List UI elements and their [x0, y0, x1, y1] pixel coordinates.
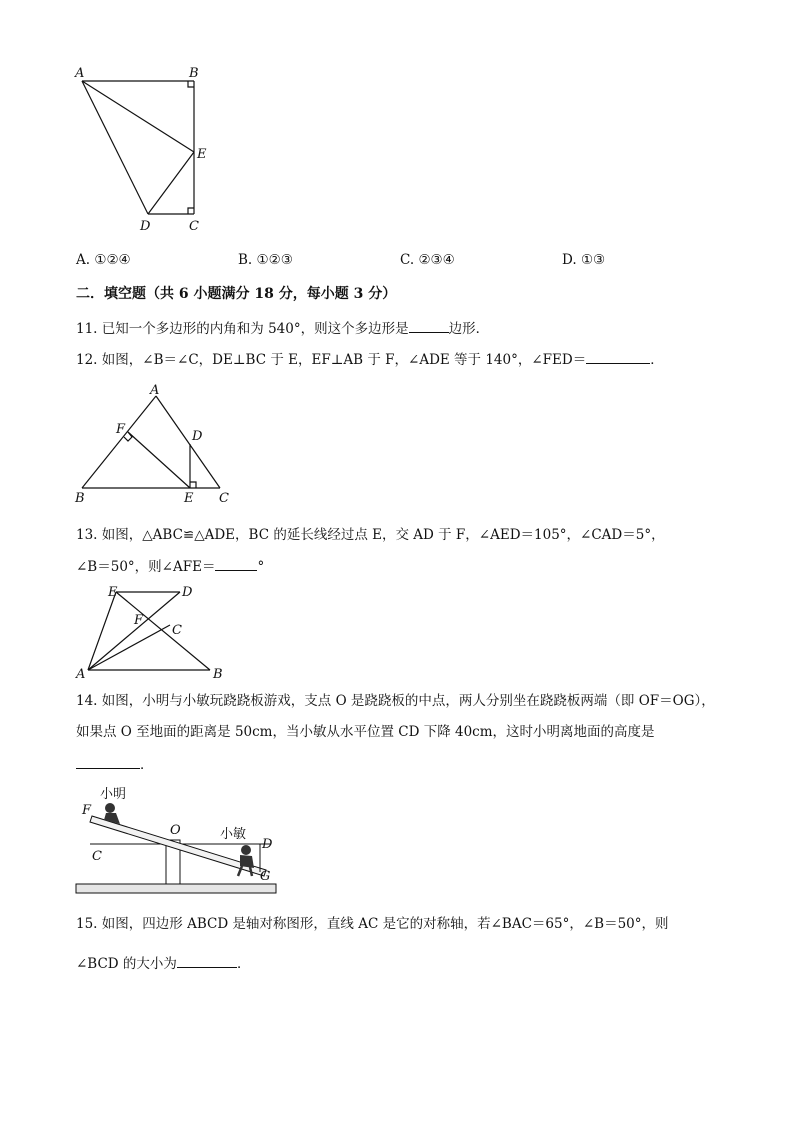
- question-12: [76, 349, 664, 369]
- choice-c-label: C.: [400, 252, 415, 268]
- q13-text-end: °: [257, 559, 265, 575]
- question-14-line3: [76, 754, 154, 774]
- figure-q12: [70, 382, 250, 506]
- label-C: C: [92, 849, 102, 864]
- label-E: E: [197, 147, 207, 162]
- question-14-line2: [76, 723, 655, 741]
- q14-text-line1: 如图，小明与小敏玩跷跷板游戏，支点 O 是跷跷板的中点，两人分别坐在跷跷板两端（即 OF＝OG），: [101, 693, 715, 709]
- label-E: E: [184, 491, 194, 506]
- label-F: F: [134, 613, 144, 628]
- q15-number: 15.: [76, 916, 98, 932]
- q15-text-line2: ∠BCD 的大小为: [76, 956, 177, 972]
- label-xiaomin: 小敏: [220, 827, 247, 842]
- q12-text-end: ．: [650, 352, 664, 368]
- label-B: B: [189, 66, 199, 81]
- choice-d: [562, 251, 605, 269]
- choice-d-label: D.: [562, 252, 577, 268]
- choice-c: [400, 251, 455, 269]
- person-xiaomin-icon: [238, 845, 254, 876]
- label-D: D: [140, 219, 151, 234]
- choice-a: [76, 251, 131, 269]
- question-15-line2: [76, 953, 250, 973]
- q15-text-line1: 如图，四边形 ABCD 是轴对称图形，直线 AC 是它的对称轴，若∠BAC＝65°，∠B＝50°，则: [101, 916, 669, 932]
- q15-text-end: ．: [236, 956, 251, 972]
- question-13-line2: [76, 556, 264, 576]
- q12-blank: [586, 349, 650, 364]
- question-14-line1: [76, 692, 715, 710]
- q11-text: 已知一个多边形的内角和为 540°，则这个多边形是: [101, 321, 409, 337]
- label-A: A: [75, 66, 85, 81]
- choice-c-text: ②③④: [418, 252, 455, 268]
- label-F: F: [82, 803, 92, 818]
- figure-q14: [70, 780, 290, 900]
- choice-b-label: B.: [238, 252, 253, 268]
- q13-text-line2: ∠B＝50°，则∠AFE＝: [76, 559, 216, 575]
- choice-a-label: A.: [76, 252, 91, 268]
- figure-q13: [70, 580, 240, 684]
- q14-number: 14.: [76, 693, 98, 709]
- q14-text-line2: 如果点 O 至地面的距离是 50cm，当小敏从水平位置 CD 下降 40cm，这时小明离地面的高度是: [76, 724, 655, 740]
- question-13-line1: [76, 526, 665, 544]
- section-heading: 二．填空题（共 6 小题满分 18 分，每小题 3 分）: [76, 286, 397, 302]
- label-xiaoming: 小明: [100, 787, 127, 802]
- choice-b-text: ①②③: [256, 252, 293, 268]
- q14-text-end: ．: [140, 757, 154, 773]
- question-11: [76, 318, 489, 338]
- label-G: G: [260, 869, 271, 884]
- label-D: D: [262, 837, 273, 852]
- label-D: D: [182, 585, 193, 600]
- figure-q10: [70, 62, 220, 234]
- q13-number: 13.: [76, 527, 98, 543]
- choice-b: [238, 251, 293, 269]
- q15-blank: [177, 953, 237, 968]
- q13-blank: [215, 556, 257, 571]
- label-B: B: [75, 491, 85, 506]
- label-E: E: [108, 585, 118, 600]
- q11-blank: [409, 318, 449, 333]
- question-15-line1: [76, 915, 669, 933]
- q11-text-end: 边形．: [448, 321, 490, 337]
- label-C: C: [189, 219, 199, 234]
- q12-number: 12.: [76, 352, 98, 368]
- q11-number: 11.: [76, 321, 98, 337]
- q13-text-line1: 如图，△ABC≌△ADE，BC 的延长线经过点 E，交 AD 于 F，∠AED＝105°，∠CAD＝5°，: [101, 527, 665, 543]
- choice-d-text: ①③: [580, 252, 606, 268]
- label-A: A: [76, 667, 86, 682]
- label-C: C: [219, 491, 229, 506]
- q12-text: 如图，∠B＝∠C，DE⊥BC 于 E，EF⊥AB 于 F，∠ADE 等于 140°，∠FED＝: [101, 352, 587, 368]
- label-F: F: [116, 422, 126, 437]
- label-A: A: [150, 383, 160, 398]
- label-C: C: [172, 623, 182, 638]
- label-D: D: [192, 429, 203, 444]
- label-B: B: [213, 667, 223, 682]
- label-O: O: [170, 823, 181, 838]
- choice-a-text: ①②④: [94, 252, 131, 268]
- q14-blank: [76, 754, 140, 769]
